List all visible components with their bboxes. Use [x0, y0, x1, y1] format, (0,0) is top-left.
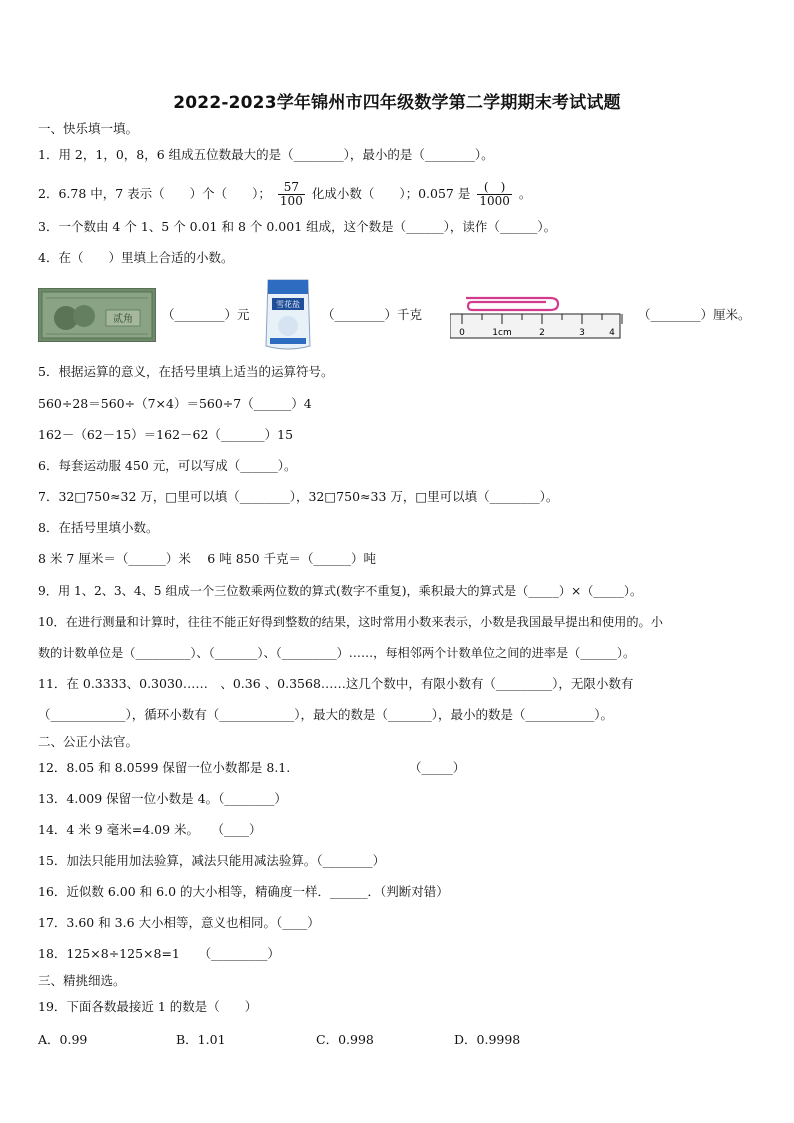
ruler-tick-label: 2 [539, 328, 545, 338]
question-2 [38, 174, 531, 214]
question-5: 5．根据运算的意义，在括号里填上适当的运算符号。 [38, 364, 334, 379]
question-12: 12．8.05 和 8.0599 保留一位小数都是 8.1. （_____） [38, 760, 466, 775]
question-5-line-b: 162－（62－15）＝162－62（_______）15 [38, 427, 294, 442]
question-11-line-b: （____________），循环小数有（____________），最大的数是（_______），最小的数是（___________）。 [38, 707, 614, 722]
question-2-part-c: 。 [518, 186, 532, 201]
ruler-tick-label: 3 [579, 328, 585, 338]
question-11-line-a: 11．在 0.3333、0.3030…… 、0.36 、0.3568……这几个数中，有限小数有（_________），无限小数有 [38, 676, 634, 691]
ruler-tick-label: 4 [609, 328, 615, 338]
section-3-heading: 三、精挑细选。 [38, 973, 126, 988]
question-19: 19．下面各数最接近 1 的数是（ ） [38, 999, 258, 1014]
ruler-tick-label: 1cm [492, 328, 512, 338]
fraction-denominator: 1000 [479, 194, 510, 208]
question-4-blank-cm: （________）厘米。 [638, 307, 751, 322]
question-3: 3．一个数由 4 个 1、5 个 0.01 和 8 个 0.001 组成，这个数是（______），读作（______）。 [38, 219, 557, 234]
option-c: C．0.998 [316, 1032, 374, 1047]
question-14: 14．4 米 9 毫米=4.09 米。 （____） [38, 822, 262, 837]
question-13: 13．4.009 保留一位小数是 4。（________） [38, 791, 287, 806]
question-4: 4．在（ ）里填上合适的小数。 [38, 250, 234, 265]
question-17: 17．3.60 和 3.6 大小相等，意义也相同。（____） [38, 915, 320, 930]
question-4-blank-yuan: （________）元 [162, 307, 250, 322]
banknote-image [38, 288, 156, 342]
question-10-line-a: 10．在进行测量和计算时，往往不能正好得到整数的结果，这时常用小数来表示，小数是我国最早提出和使用的。小 [38, 615, 663, 629]
banknote-label: 贰角 [113, 314, 133, 325]
question-16: 16．近似数 6.00 和 6.0 的大小相等，精确度一样．______．（判断对错） [38, 884, 449, 899]
section-1-heading: 一、快乐填一填。 [38, 121, 139, 136]
question-2-part-b: 化成小数（ ）；0.057 是 [311, 186, 471, 201]
question-9: 9．用 1、2、3、4、5 组成一个三位数乘两位数的算式(数字不重复)，乘积最大的算式是（_____）×（_____）。 [38, 584, 643, 598]
fraction-numerator: ( ) [477, 181, 512, 195]
question-6: 6．每套运动服 450 元，可以写成（______）。 [38, 458, 297, 473]
section-2-heading: 二、公正小法官。 [38, 734, 139, 749]
option-b: B．1.01 [176, 1032, 226, 1047]
question-4-blank-kg: （________）千克 [322, 307, 423, 322]
question-2-part-a: 2．6.78 中，7 表示（ ）个（ ）； [38, 186, 271, 201]
fraction-numerator: 57 [278, 181, 305, 195]
fraction-denominator: 100 [279, 194, 303, 208]
question-8: 8．在括号里填小数。 [38, 520, 159, 535]
ruler-tick-label: 0 [459, 328, 465, 338]
option-d: D．0.9998 [454, 1032, 521, 1047]
ruler-with-paperclip-image [450, 290, 628, 342]
question-10-line-b: 数的计数单位是（_________）、（_______）、（_________）……，每相邻两个计数单位之间的进率是（______）。 [38, 646, 636, 660]
question-7: 7．32□750≈32 万，□里可以填（________），32□750≈33 万，□里可以填（________）。 [38, 489, 559, 504]
question-18: 18．125×8÷125×8=1 （_________） [38, 946, 280, 961]
salt-brand-label: 雪花盐 [276, 300, 300, 309]
fraction-57-100 [278, 181, 305, 208]
salt-bag-image [262, 276, 314, 352]
question-1: 1．用 2，1，0，8，6 组成五位数最大的是（________），最小的是（________）。 [38, 147, 494, 162]
option-a: A．0.99 [38, 1032, 88, 1047]
question-8-line-a: 8 米 7 厘米＝（______）米 6 吨 850 千克＝（______）吨 [38, 551, 377, 566]
question-5-line-a: 560÷28＝560÷（7×4）＝560÷7（______）4 [38, 396, 312, 411]
question-15: 15．加法只能用加法验算，减法只能用减法验算。（________） [38, 853, 386, 868]
fraction-blank-1000 [477, 181, 512, 208]
page-title: 2022-2023学年锦州市四年级数学第二学期期末考试试题 [173, 93, 621, 113]
